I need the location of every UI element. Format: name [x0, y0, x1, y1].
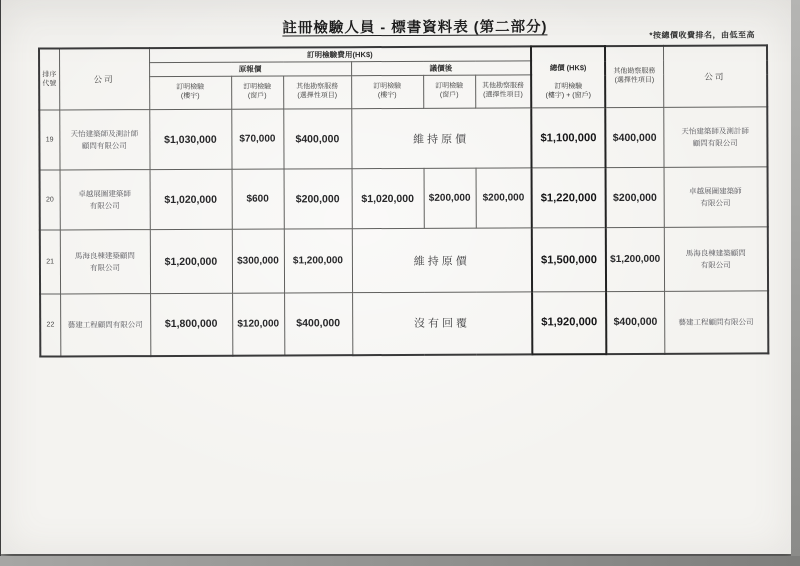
nego-window-cell: $200,000 [424, 168, 476, 228]
company-right-cell: 天怡建築師及測計師 顧問有限公司 [663, 107, 767, 167]
company-right-cell: 卓越展圖建築師 有限公司 [664, 167, 768, 227]
total-price-cell: $1,920,000 [532, 292, 606, 354]
header-total-line2: 訂明檢驗 [554, 82, 583, 91]
orig-other-cell: $200,000 [284, 169, 352, 229]
negotiation-note-cell: 維持原價 [352, 228, 532, 293]
nego-other-cell: $200,000 [476, 168, 532, 228]
orig-building-cell: $1,020,000 [150, 169, 232, 229]
orig-other-cell: $400,000 [283, 109, 351, 169]
negotiation-note-cell: 沒有回覆 [352, 292, 532, 355]
company-cell: 天怡建築師及測計師 顧問有限公司 [59, 110, 149, 170]
orig-window-cell: $70,000 [231, 109, 283, 169]
header-total-price [531, 46, 605, 108]
table-row-21 [40, 227, 768, 294]
other-final-cell: $200,000 [606, 167, 664, 227]
company-cell: 卓越展圖建築師 有限公司 [60, 170, 150, 230]
scan-edge-bottom [0, 556, 800, 566]
header-nego-other: 其他勘察服務 (選擇性項目) [475, 75, 531, 108]
header-fee-group: 訂明檢驗費用(HK$) [149, 46, 531, 62]
other-final-cell: $400,000 [605, 107, 663, 167]
header-orig-other: 其他勘察服務 (選擇性項目) [283, 76, 351, 109]
header-orig-building: 訂明檢驗 (樓宇) [149, 76, 231, 109]
orig-window-cell: $300,000 [232, 229, 284, 293]
document-page [1, 0, 791, 554]
other-final-cell: $400,000 [606, 291, 664, 353]
ranking-note: *按總價收費排名，由低至高 [649, 30, 755, 40]
orig-other-cell: $400,000 [284, 293, 352, 355]
company-cell: 馬海良棟建築顧問 有限公司 [60, 230, 150, 294]
scan-edge-right [791, 0, 800, 566]
header-total-line1: 總價 (HK$) [549, 63, 587, 73]
header-rank-code: 排序 代號 [39, 48, 59, 110]
header-other-service-final: 其他勘察服務 (選擇性項目) [605, 46, 663, 108]
orig-building-cell: $1,030,000 [149, 109, 231, 169]
header-total-line3: (樓宇) + (窗戶) [545, 92, 591, 100]
header-nego-window: 訂明檢驗 (窗戶) [423, 75, 475, 108]
other-final-cell: $1,200,000 [606, 227, 664, 291]
header-original-quote: 原報價 [149, 62, 351, 77]
rank-cell: 19 [39, 110, 59, 170]
company-cell: 藝建工程顧問有限公司 [60, 294, 150, 356]
table-row-19 [39, 107, 767, 170]
rank-cell: 20 [40, 170, 60, 230]
header-company-left: 公司 [59, 48, 149, 110]
company-right-cell: 藝建工程顧問有限公司 [664, 291, 768, 353]
header-orig-window: 訂明檢驗 (窗戶) [231, 76, 283, 109]
nego-building-cell: $1,020,000 [352, 168, 424, 228]
orig-building-cell: $1,800,000 [150, 293, 232, 355]
bid-table [38, 44, 769, 357]
total-price-cell: $1,100,000 [531, 108, 605, 168]
orig-building-cell: $1,200,000 [150, 229, 232, 293]
company-right-cell: 馬海良棟建築顧問 有限公司 [664, 227, 768, 291]
rank-cell: 21 [40, 230, 60, 294]
header-after-negotiation: 議價後 [351, 61, 531, 76]
header-nego-building: 訂明檢驗 (樓宇) [351, 75, 423, 108]
total-price-cell: $1,220,000 [532, 168, 606, 228]
negotiation-note-cell: 維持原價 [351, 108, 531, 169]
scan-edge-left [0, 0, 1, 566]
table-row-20 [40, 167, 768, 230]
table-row-22 [40, 291, 768, 356]
total-price-cell: $1,500,000 [532, 228, 606, 292]
orig-window-cell: $120,000 [232, 293, 284, 355]
orig-other-cell: $1,200,000 [284, 229, 352, 293]
page-title: 註冊檢驗人員 - 標書資料表 (第二部分) [282, 19, 548, 37]
rank-cell: 22 [40, 294, 60, 356]
orig-window-cell: $600 [232, 169, 284, 229]
header-company-right: 公司 [663, 45, 767, 107]
